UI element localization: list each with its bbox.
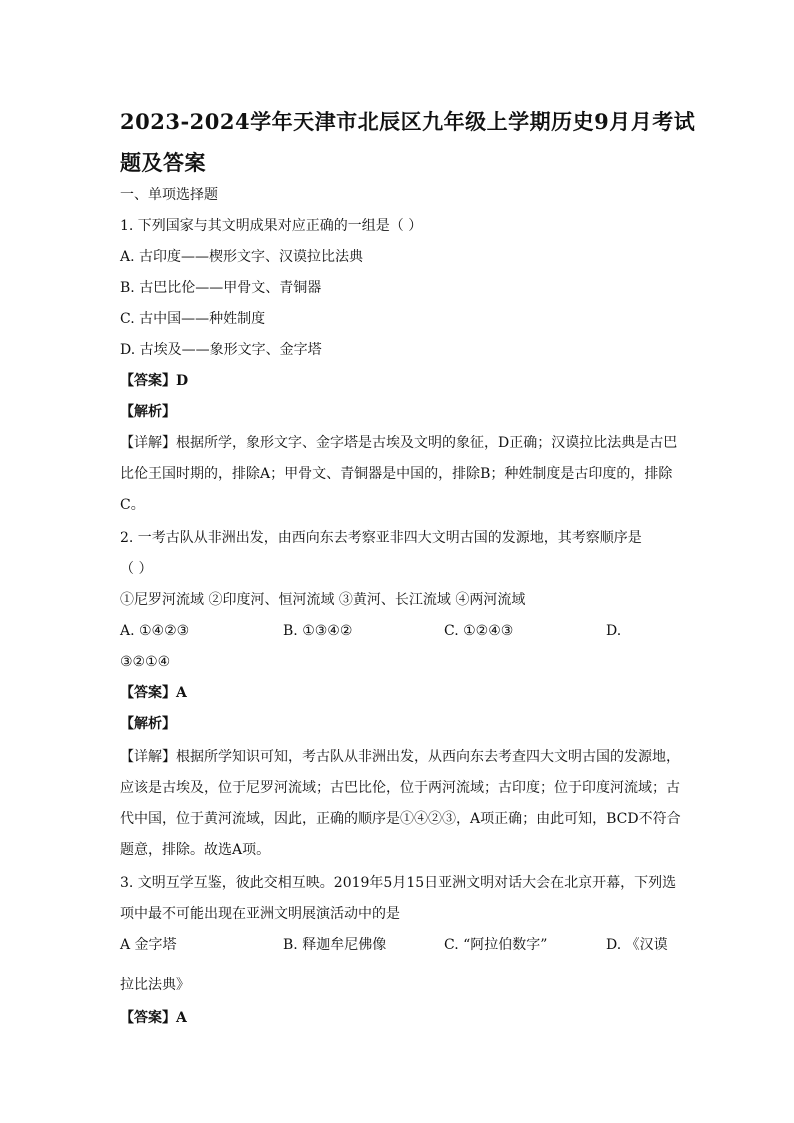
q1-analysis-label: 【解析】 bbox=[120, 404, 176, 420]
q1-detail-line-1: 【详解】根据所学，象形文字、金字塔是古埃及文明的象征，D正确；汉谟拉比法典是古巴 bbox=[120, 435, 678, 451]
q3-stem-line-2: 项中最不可能出现在亚洲文明展演活动中的是 bbox=[120, 906, 400, 922]
q2-option-a: A. ①④②③ bbox=[120, 623, 190, 639]
q1-detail-line-2: 比伦王国时期的，排除A；甲骨文、青铜器是中国的，排除B；种姓制度是古印度的，排除 bbox=[120, 466, 673, 482]
q1-answer: 【答案】D bbox=[120, 373, 189, 389]
q1-option-b: B. 古巴比伦——甲骨文、青铜器 bbox=[120, 280, 322, 296]
q3-stem-line-1: 3. 文明互学互鉴，彼此交相互映。2019年5月15日亚洲文明对话大会在北京开幕，下列选 bbox=[120, 875, 677, 891]
q1-option-d: D. 古埃及——象形文字、金字塔 bbox=[120, 342, 322, 358]
q3-option-b: B. 释迦牟尼佛像 bbox=[283, 937, 387, 953]
q2-analysis-label: 【解析】 bbox=[120, 716, 176, 732]
q3-option-d: D. 《汉谟 bbox=[606, 937, 668, 953]
q3-option-c: C. “阿拉伯数字” bbox=[444, 937, 548, 953]
q2-option-d: D. bbox=[606, 623, 622, 639]
q2-stem-line-2: （ ） bbox=[120, 561, 153, 577]
q2-option-d-continued: ③②①④ bbox=[120, 654, 171, 670]
q3-option-d-continued: 拉比法典》 bbox=[120, 977, 190, 993]
q2-answer: 【答案】A bbox=[120, 685, 187, 701]
page-title-line-1: 2023-2024学年天津市北辰区九年级上学期历史9月月考试 bbox=[120, 109, 696, 134]
q2-detail-line-1: 【详解】根据所学知识可知，考古队从非洲出发，从西向东去考查四大文明古国的发源地， bbox=[120, 749, 680, 765]
q2-option-c: C. ①②④③ bbox=[444, 623, 514, 639]
q1-option-a: A. 古印度——楔形文字、汉谟拉比法典 bbox=[120, 249, 364, 265]
q2-items: ①尼罗河流域 ②印度河、恒河流域 ③黄河、长江流域 ④两河流域 bbox=[120, 592, 526, 608]
q3-option-a: A 金字塔 bbox=[120, 937, 177, 953]
page-title-line-2: 题及答案 bbox=[120, 150, 206, 175]
q3-answer: 【答案】A bbox=[120, 1010, 187, 1026]
q2-stem-line-1: 2. 一考古队从非洲出发，由西向东去考察亚非四大文明古国的发源地，其考察顺序是 bbox=[120, 530, 642, 546]
section-heading: 一、单项选择题 bbox=[120, 187, 218, 203]
q2-detail-line-3: 代中国，位于黄河流域，因此，正确的顺序是①④②③，A项正确；由此可知，BCD不符合 bbox=[120, 811, 681, 827]
q2-detail-line-4: 题意，排除。故选A项。 bbox=[120, 842, 271, 858]
q1-option-c: C. 古中国——种姓制度 bbox=[120, 311, 266, 327]
q1-detail-line-3: C。 bbox=[120, 497, 145, 513]
q2-option-b: B. ①③④② bbox=[283, 623, 353, 639]
q2-detail-line-2: 应该是古埃及，位于尼罗河流域；古巴比伦，位于两河流域；古印度；位于印度河流域；古 bbox=[120, 780, 680, 796]
q1-stem: 1. 下列国家与其文明成果对应正确的一组是（ ） bbox=[120, 218, 423, 234]
